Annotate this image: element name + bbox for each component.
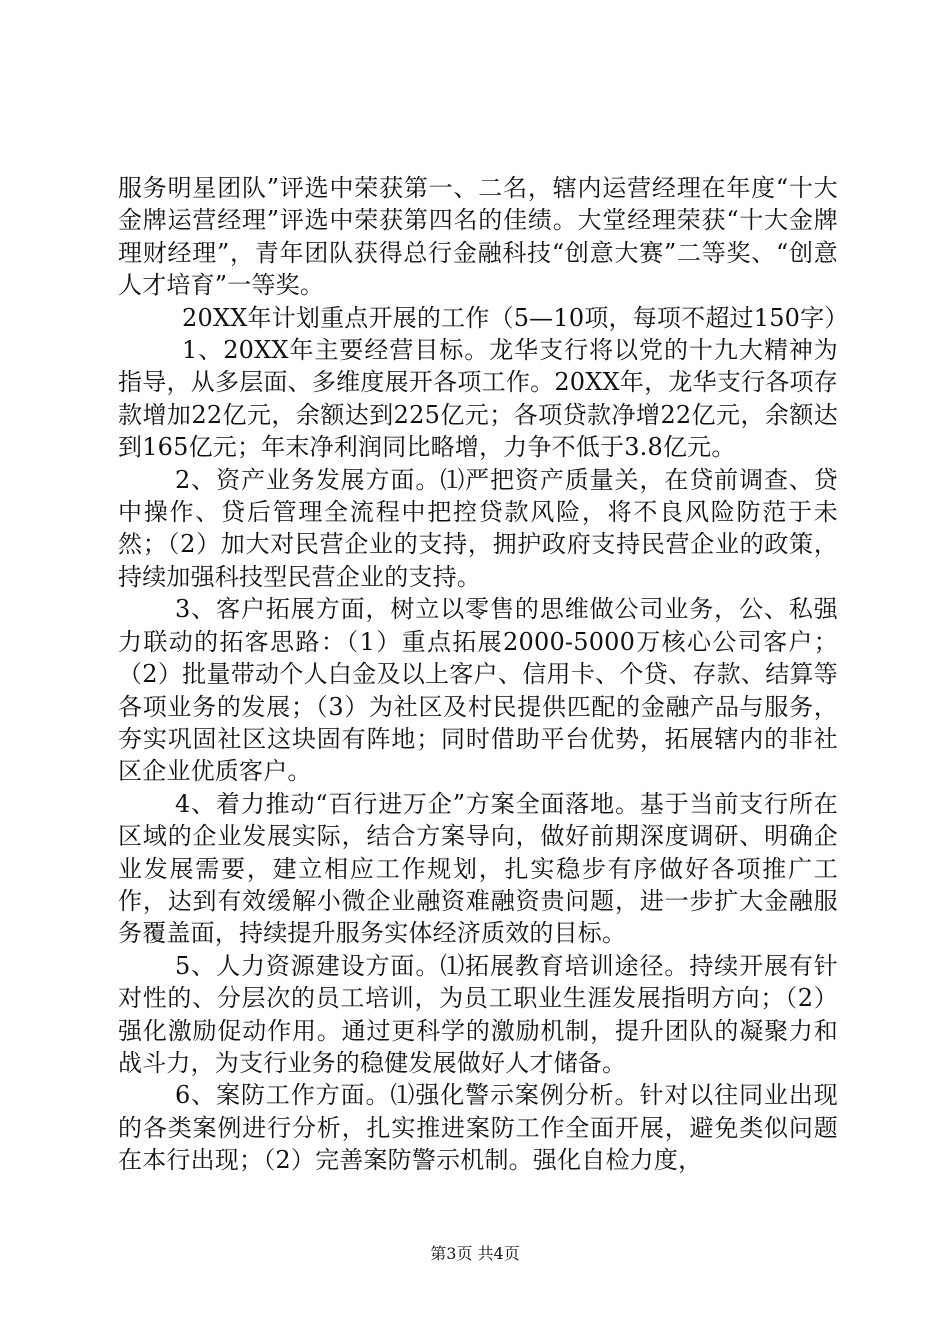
page-number-label: 第3页 共4页: [430, 1244, 520, 1263]
paragraph-awards-continuation: 服务明星团队”评选中荣获第一、二名，辖内运营经理在年度“十大金牌运营经理”评选中荣获第四名的佳绩。大堂经理荣获“十大金牌理财经理”，青年团队获得总行金融科技“创意大赛”二等奖、“创意人才培育”一等奖。: [118, 174, 838, 300]
paragraph-item-6-case-prevention: 6、案防工作方面。⑴强化警示案例分析。针对以往同业出现的各类案例进行分析，扎实推进案防工作全面开展，避免类似问题在本行出现；（2）完善案防警示机制。强化自检力度，: [118, 1081, 838, 1175]
paragraph-plan-heading: 20XX年计划重点开展的工作（5—10项，每项不超过150字）: [182, 303, 849, 332]
paragraph-item-1-business-targets: 1、20XX年主要经营目标。龙华支行将以党的十九大精神为指导，从多层面、多维度展开各项工作。20XX年，龙华支行各项存款增加22亿元，余额达到225亿元；各项贷款净增22亿元，余额达到165亿元；年末净利润同比略增，力争不低于3.8亿元。: [118, 336, 838, 462]
page-footer: [0, 1244, 950, 1264]
document-body: [118, 172, 849, 1177]
paragraph-item-4-enterprise-program: 4、着力推动“百行进万企”方案全面落地。基于当前支行所在区域的企业发展实际，结合方案导向，做好前期深度调研、明确企业发展需要，建立相应工作规划，扎实稳步有序做好各项推广工作，达到有效缓解小微企业融资难融资贵问题，进一步扩大金融服务覆盖面，持续提升服务实体经济质效的目标。: [118, 789, 838, 948]
paragraph-item-5-human-resources: 5、人力资源建设方面。⑴拓展教育培训途径。持续开展有针对性的、分层次的员工培训，为员工职业生涯发展指明方向；（2）强化激励促动作用。通过更科学的激励机制，提升团队的凝聚力和战斗力，为支行业务的稳健发展做好人才储备。: [118, 951, 838, 1077]
paragraph-item-2-asset-business: 2、资产业务发展方面。⑴严把资产质量关，在贷前调查、贷中操作、贷后管理全流程中把控贷款风险，将不良风险防范于未然；（2）加大对民营企业的支持，拥护政府支持民营企业的政策，持续加强科技型民营企业的支持。: [118, 465, 838, 591]
paragraph-item-3-customer-expansion: 3、客户拓展方面，树立以零售的思维做公司业务，公、私强力联动的拓客思路：（1）重点拓展2000-5000万核心公司客户；（2）批量带动个人白金及以上客户、信用卡、个贷、存款、结算等各项业务的发展；（3）为社区及村民提供匹配的金融产品与服务，夯实巩固社区这块固有阵地；同时借助平台优势，拓展辖内的非社区企业优质客户。: [118, 595, 838, 786]
